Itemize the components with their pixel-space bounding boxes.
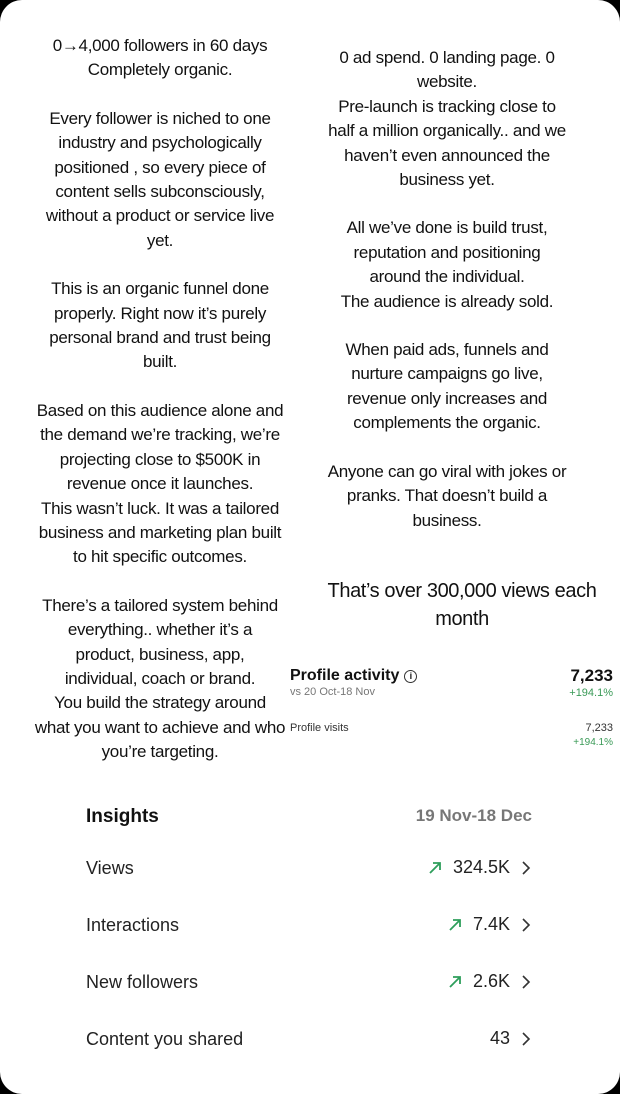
insights-row-label: New followers — [86, 972, 199, 992]
chevron-right-icon — [520, 859, 532, 877]
trend-up-icon — [447, 917, 463, 933]
profile-activity-title-text: Profile activity — [290, 667, 400, 684]
trend-up-icon — [447, 974, 463, 990]
insights-row-views[interactable] — [86, 834, 546, 891]
profile-visits-change: +194.1% — [573, 737, 613, 748]
insights-row-value: 324.5K — [452, 857, 510, 877]
insights-row-label: Content you shared — [86, 1029, 244, 1049]
insights-row-value-group — [427, 857, 532, 878]
right-text-column — [320, 46, 574, 557]
left-text-column — [32, 34, 288, 789]
insights-row-value: 7.4K — [472, 914, 510, 934]
profile-visits-value: 7,233 — [585, 722, 613, 734]
chevron-right-icon — [520, 1030, 532, 1048]
profile-activity-panel — [290, 664, 614, 754]
insights-row-value-group — [447, 971, 532, 992]
insights-row-value-group — [447, 914, 532, 935]
profile-activity-change: +194.1% — [569, 687, 613, 699]
chevron-right-icon — [520, 916, 532, 934]
insights-title: Insights — [86, 806, 159, 827]
insights-row-value: 43 — [489, 1028, 510, 1048]
right-paragraph-3: When paid ads, funnels and nurture campaigns go live, revenue only increases and complements the organic. — [345, 340, 549, 433]
info-icon[interactable]: i — [404, 670, 417, 683]
left-paragraph-3: This is an organic funnel done properly. Right now it’s purely personal brand and trust being built. — [49, 279, 271, 372]
profile-activity-compare-range: vs 20 Oct-18 Nov — [290, 686, 375, 698]
right-paragraph-2: All we’ve done is build trust, reputation and positioning around the individual. The audience is already sold. — [340, 218, 554, 311]
insights-row-label: Interactions — [86, 915, 180, 935]
insights-date-range[interactable]: 19 Nov-18 Dec — [415, 806, 532, 825]
insights-row-value: 2.6K — [472, 971, 510, 991]
right-paragraph-1: 0 ad spend. 0 landing page. 0 website. Pre-launch is tracking close to half a million organically.. and we haven’t even announced the business yet. — [328, 48, 566, 190]
left-paragraph-4: Based on this audience alone and the demand we’re tracking, we’re projecting close to $500K in revenue once it launches. This wasn’t luck. It was a tailored business and marketing plan built to hit specific outcomes. — [36, 400, 284, 567]
chevron-right-icon — [520, 973, 532, 991]
profile-activity-title — [290, 667, 417, 685]
insights-row-new-followers[interactable] — [86, 948, 546, 1005]
right-paragraph-4: Anyone can go viral with jokes or pranks. That doesn’t build a business. — [327, 461, 567, 530]
insights-row-interactions[interactable] — [86, 891, 546, 948]
insights-panel — [86, 800, 546, 1062]
insights-header — [86, 800, 546, 834]
profile-visits-label: Profile visits — [290, 722, 349, 734]
left-paragraph-5: There’s a tailored system behind everything.. whether it’s a product, business, app, individual, coach or brand. You build the strategy around what you want to achieve and who you’re targeting. — [34, 595, 286, 762]
views-claim-text: That’s over 300,000 views each month — [327, 580, 597, 630]
insights-row-content-shared[interactable] — [86, 1005, 546, 1062]
left-paragraph-1: 0→4,000 followers in 60 days Completely organic. — [52, 36, 268, 80]
profile-activity-total: 7,233 — [570, 666, 613, 685]
insights-row-value-group — [490, 1028, 532, 1049]
left-paragraph-2: Every follower is niched to one industry and psychologically positioned , so every piece of content sells subconsciously, without a product or service live yet. — [45, 108, 275, 250]
trend-up-icon — [427, 860, 443, 876]
insights-row-label: Views — [86, 858, 134, 878]
